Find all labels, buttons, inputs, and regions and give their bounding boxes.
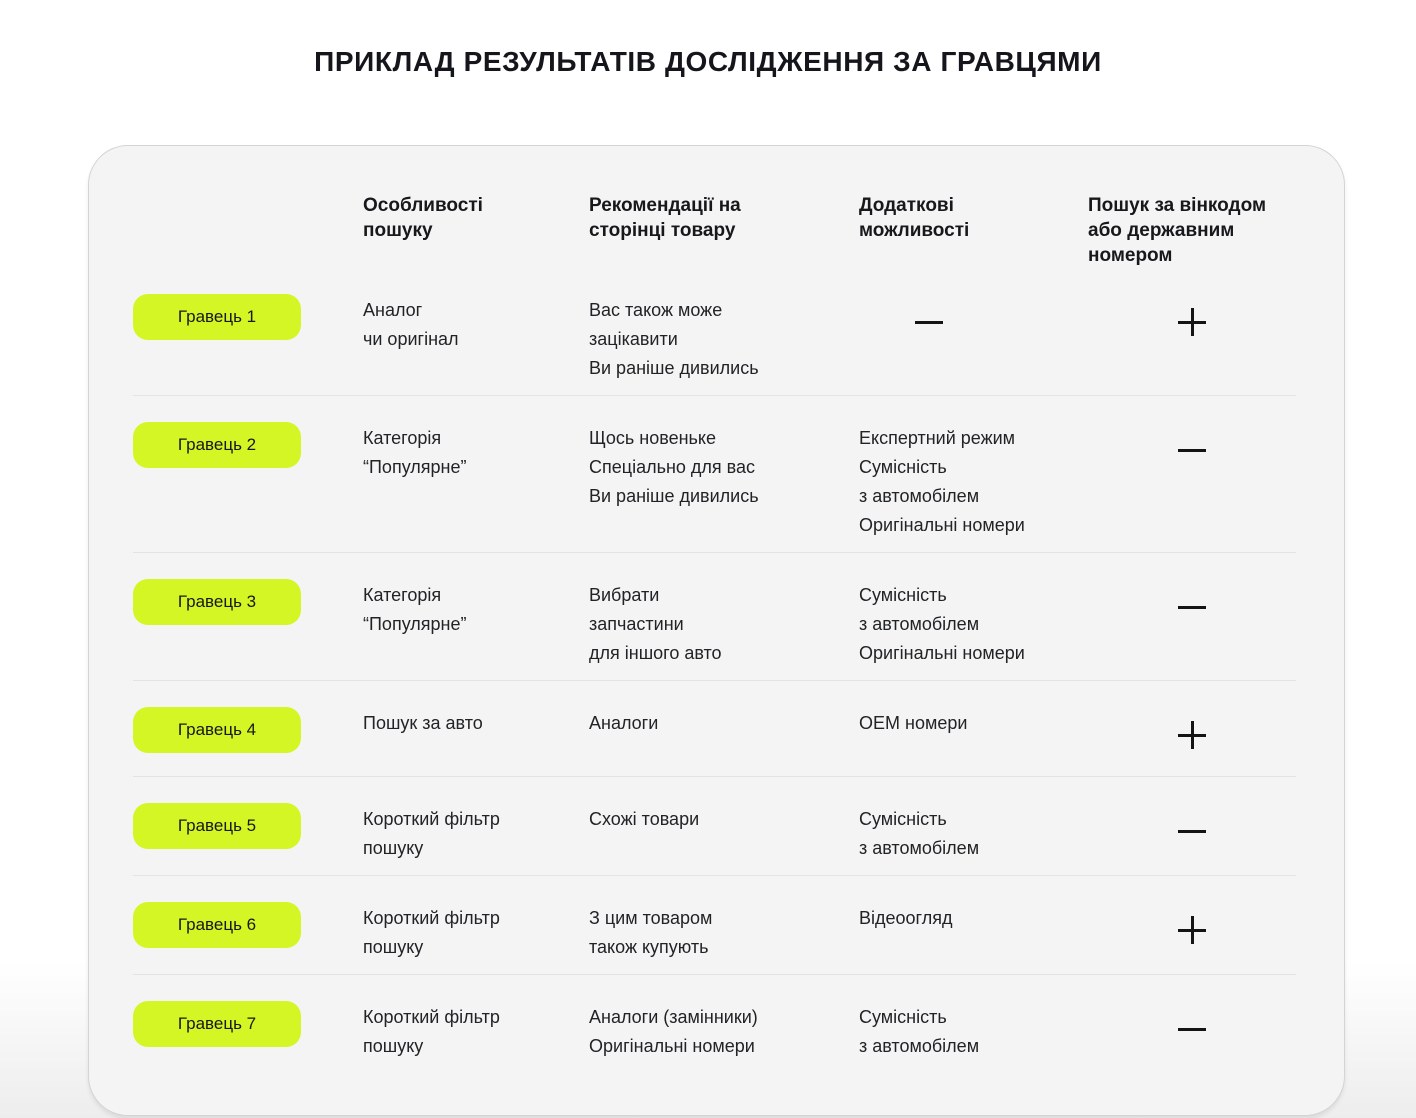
cell-line: Короткий фільтр — [363, 809, 500, 829]
recommendations-cell — [589, 709, 859, 738]
vin-search-cell — [1088, 296, 1296, 336]
cell-line: Оригінальні номери — [589, 1036, 755, 1056]
search-features-cell — [363, 1003, 589, 1061]
vin-search-cell — [1088, 424, 1296, 452]
additional-features-cell — [859, 1003, 1088, 1061]
header-label: Рекомендації на сторінці товару — [589, 195, 741, 241]
additional-features-cell — [859, 581, 1088, 668]
cell-line: чи оригінал — [363, 329, 459, 349]
search-features-cell — [363, 424, 589, 482]
cell-line: запчастини — [589, 614, 684, 634]
cell-line: Аналог — [363, 300, 423, 320]
additional-features-cell — [859, 709, 1088, 738]
cell-line: Аналоги — [589, 713, 659, 733]
plus-icon — [1178, 308, 1206, 336]
cell-line: з автомобілем — [859, 838, 980, 858]
cell-line: З цим товаром — [589, 908, 713, 928]
cell-line: Спеціально для вас — [589, 457, 756, 477]
search-features-cell — [363, 581, 589, 639]
search-features-cell — [363, 904, 589, 962]
header-search-features — [363, 193, 589, 243]
minus-icon — [1178, 606, 1206, 609]
recommendations-cell — [589, 296, 859, 383]
cell-line: Короткий фільтр — [363, 908, 500, 928]
cell-line: Сумісність — [859, 809, 947, 829]
cell-line: Вас також може — [589, 300, 723, 320]
table-row — [133, 777, 1296, 876]
cell-line: “Популярне” — [363, 614, 467, 634]
additional-features-cell — [859, 424, 1088, 540]
plus-icon — [1178, 916, 1206, 944]
additional-features-cell — [859, 904, 1088, 933]
player-badge: Гравець 1 — [133, 294, 301, 340]
minus-icon — [1178, 830, 1206, 833]
cell-line: з автомобілем — [859, 486, 980, 506]
recommendations-cell — [589, 805, 859, 834]
cell-line: Відеоогляд — [859, 908, 953, 928]
plus-icon — [1178, 721, 1206, 749]
cell-line: Короткий фільтр — [363, 1007, 500, 1027]
player-cell — [133, 805, 363, 849]
player-cell — [133, 296, 363, 340]
player-badge: Гравець 5 — [133, 803, 301, 849]
table-body — [133, 268, 1296, 1073]
cell-line: Щось новеньке — [589, 428, 716, 448]
results-card — [88, 145, 1345, 1116]
player-cell — [133, 904, 363, 948]
header-label: Додаткові можливості — [859, 195, 970, 241]
cell-line: Сумісність — [859, 1007, 947, 1027]
cell-line: пошуку — [363, 838, 424, 858]
cell-line: з автомобілем — [859, 614, 980, 634]
cell-line: також купують — [589, 937, 709, 957]
cell-line: зацікавити — [589, 329, 678, 349]
header-additional-features — [859, 193, 1088, 243]
cell-line: для іншого авто — [589, 643, 722, 663]
cell-line: Категорія — [363, 428, 442, 448]
page-title: ПРИКЛАД РЕЗУЛЬТАТІВ ДОСЛІДЖЕННЯ ЗА ГРАВЦЯМИ — [314, 46, 1102, 77]
additional-features-cell — [859, 296, 1088, 324]
cell-line: пошуку — [363, 1036, 424, 1056]
player-cell — [133, 709, 363, 753]
cell-line: Оригінальні номери — [859, 643, 1025, 663]
cell-line: Пошук за авто — [363, 713, 483, 733]
minus-icon — [1178, 1028, 1206, 1031]
vin-search-cell — [1088, 1003, 1296, 1031]
player-badge: Гравець 4 — [133, 707, 301, 753]
cell-line: Сумісність — [859, 457, 947, 477]
minus-icon — [915, 321, 943, 324]
recommendations-cell — [589, 904, 859, 962]
cell-line: Сумісність — [859, 585, 947, 605]
header-label: Пошук за вінкодом або державним номером — [1088, 195, 1267, 266]
table-row — [133, 975, 1296, 1073]
cell-line: Аналоги (замінники) — [589, 1007, 758, 1027]
header-vin-search — [1088, 193, 1296, 268]
player-cell — [133, 581, 363, 625]
cell-line: з автомобілем — [859, 1036, 980, 1056]
search-features-cell — [363, 805, 589, 863]
cell-line: Вибрати — [589, 585, 660, 605]
cell-line: Схожі товари — [589, 809, 700, 829]
player-badge: Гравець 2 — [133, 422, 301, 468]
vin-search-cell — [1088, 581, 1296, 609]
cell-line: Експертний режим — [859, 428, 1016, 448]
cell-line: Категорія — [363, 585, 442, 605]
table-row — [133, 876, 1296, 975]
recommendations-cell — [589, 581, 859, 668]
search-features-cell — [363, 709, 589, 738]
table-row — [133, 268, 1296, 396]
cell-line: “Популярне” — [363, 457, 467, 477]
player-badge: Гравець 7 — [133, 1001, 301, 1047]
cell-line: Ви раніше дивились — [589, 358, 759, 378]
table-row — [133, 553, 1296, 681]
table-header-row — [133, 146, 1296, 268]
recommendations-cell — [589, 1003, 859, 1061]
cell-line: ОЕМ номери — [859, 713, 968, 733]
cell-line: пошуку — [363, 937, 424, 957]
recommendations-cell — [589, 424, 859, 511]
cell-line: Оригінальні номери — [859, 515, 1025, 535]
player-badge: Гравець 6 — [133, 902, 301, 948]
vin-search-cell — [1088, 709, 1296, 749]
header-label: Особливості пошуку — [363, 195, 483, 241]
table-row — [133, 396, 1296, 553]
additional-features-cell — [859, 805, 1088, 863]
player-cell — [133, 1003, 363, 1047]
header-product-page-recommendations — [589, 193, 859, 243]
minus-icon — [1178, 449, 1206, 452]
vin-search-cell — [1088, 904, 1296, 944]
player-badge: Гравець 3 — [133, 579, 301, 625]
cell-line: Ви раніше дивились — [589, 486, 759, 506]
table-row — [133, 681, 1296, 777]
search-features-cell — [363, 296, 589, 354]
player-cell — [133, 424, 363, 468]
vin-search-cell — [1088, 805, 1296, 833]
